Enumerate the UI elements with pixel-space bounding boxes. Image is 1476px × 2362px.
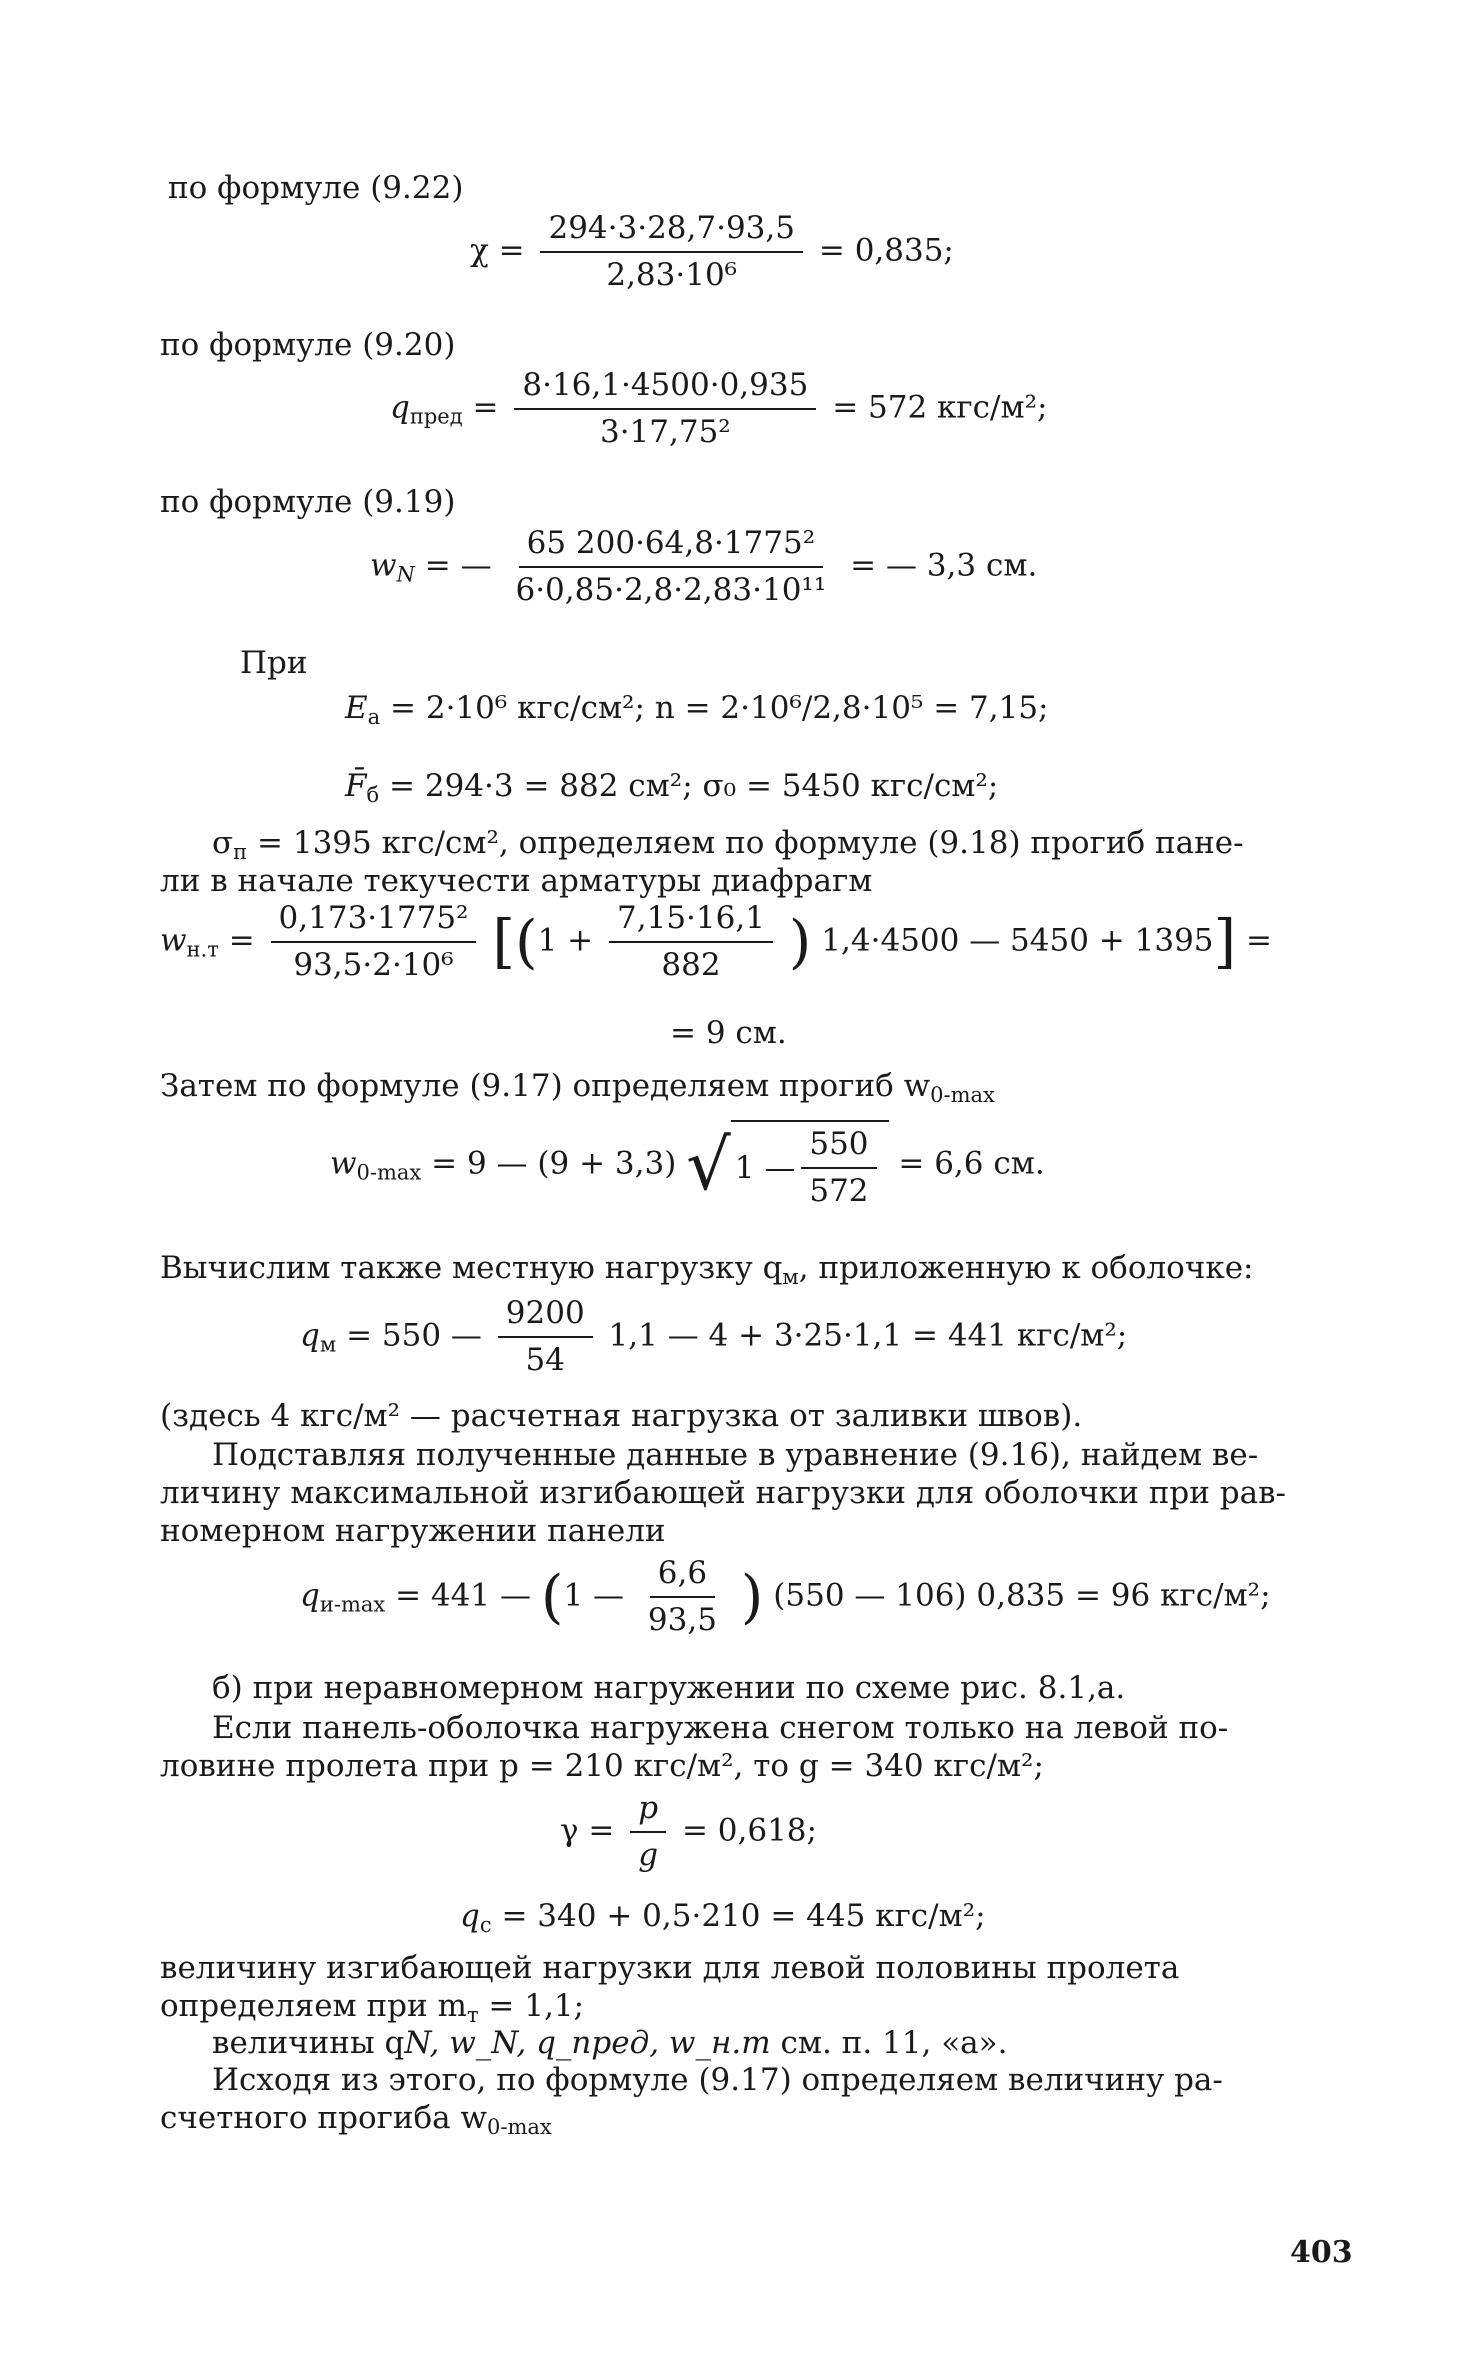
text-line: счетного прогиба $w_{0-max}$: [160, 2100, 552, 2139]
text-line: Подставляя полученные данные в уравнение (9.16), найдем ве-: [212, 1437, 1259, 1473]
equation-q-imax: $q_{и-max} = 441$ — (1 — $\frac{6,6}{93,5}$ ) (550 — 106) 0,835 = 96 кгс/м²;: [300, 1555, 1271, 1639]
equation-ea: $E_а = 2\cdot 10^6$ кгс/см²; n = 2·10⁶/2,8·10⁵ = 7,15;: [345, 690, 1049, 729]
text-line: Затем по формуле (9.17) определяем прогиб $w_{0-max}$: [160, 1068, 995, 1107]
text-line: величину изгибающей нагрузки для левой половины пролета: [160, 1950, 1180, 1986]
text-line: по формуле (9.20): [160, 327, 456, 363]
text-line: личину максимальной изгибающей нагрузки для оболочки при рав-: [160, 1475, 1287, 1511]
text-line: (здесь 4 кгс/м² — расчетная нагрузка от заливки швов).: [160, 1398, 1083, 1434]
text-line: ловине пролета при p = 210 кгс/м², то g = 340 кгс/м²;: [160, 1748, 1044, 1784]
text-line: $\sigma_п = 1395$ кгс/см², определяем по формуле (9.18) прогиб пане-: [212, 825, 1244, 864]
text-line: ли в начале текучести арматуры диафрагм: [160, 863, 873, 899]
text-line: величины qN, w_N, q_пред, w_н.т см. п. 11, «а».: [212, 2025, 1008, 2061]
text-line: Вычислим также местную нагрузку $q_м$, приложенную к оболочке:: [160, 1250, 1254, 1289]
text-line: Исходя из этого, по формуле (9.17) определяем величину ра-: [212, 2062, 1223, 2098]
equation-fb: $F̄_б = 294\cdot 3 = 882$ см²; σ₀ = 5450 кгс/см²;: [345, 768, 999, 807]
equation-kappa: χ = $\frac{294\cdot 3\cdot 28,7\cdot 93,5}{\text{2,83·10⁶}}$ = 0,835;: [470, 210, 954, 294]
equation-q-m: $q_м = 550$ — $\frac{9200}{54}$ 1,1 — 4 + 3·25·1,1 = 441 кгс/м²;: [300, 1295, 1128, 1379]
text-line: по формуле (9.19): [160, 484, 456, 520]
text-line: б) при неравномерном нагружении по схеме рис. 8.1,а.: [212, 1670, 1126, 1706]
page-number: 403: [1290, 2235, 1353, 2270]
text-line: При: [240, 645, 308, 681]
equation-w-nt: $w_{н.т}$ = $\frac{\text{0,173·1775²}}{\text{93,5·2·10⁶}}$ [(1 + $\frac{7,15\cdot 16,1}{882}$ ) 1,4·4500 — 5450 + 1395] =: [160, 900, 1273, 984]
text-line: по формуле (9.22): [168, 170, 464, 206]
text-line: Если панель-оболочка нагружена снегом только на левой по-: [212, 1710, 1229, 1746]
text-line: номерном нагружении панели: [160, 1513, 666, 1549]
equation-gamma: γ = $\frac{p}{g}$ = 0,618;: [560, 1790, 817, 1874]
text-line: определяем при $m_т = 1,1$;: [160, 1988, 584, 2027]
equation-result: = 9 см.: [670, 1015, 787, 1051]
equation-q-c: $q_с = 340 + 0,5\cdot 210 = 445$ кгс/м²;: [460, 1898, 986, 1937]
equation-q-pred: $q_{пред}$ = $\frac{8\cdot 16,1\cdot 4500\cdot 0,935}{\text{3·17,75²}}$ = 572 кгс/м²;: [390, 367, 1048, 451]
equation-w-0max: $w_{0-max} = 9$ — (9 + 3,3) √ 1 — $\frac{550}{572}$ = 6,6 см.: [330, 1120, 1045, 1210]
equation-w-n: $w_N$ = — $\frac{\text{65 200·64,8·1775²}}{\text{6·0,85·2,8·2,83·10¹¹}}$ = — 3,3 см.: [370, 525, 1038, 609]
